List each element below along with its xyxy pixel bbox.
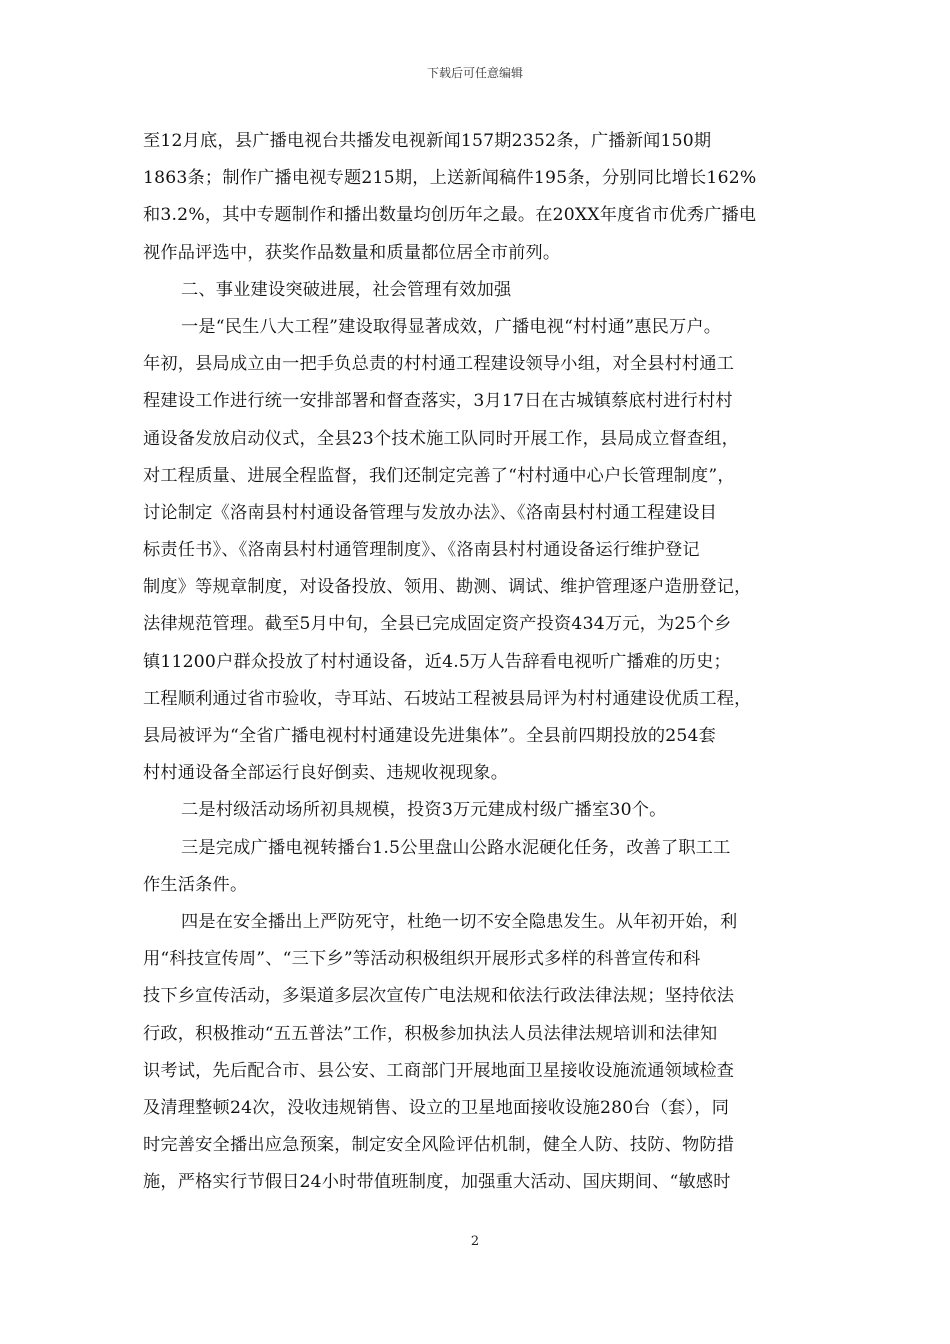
text-line: 行政，积极推动“五五普法”工作，积极参加执法人员法律法规培训和法律知 xyxy=(143,1023,718,1044)
text-line: 三是完成广播电视转播台1.5公里盘山公路水泥硬化任务，改善了职工工 xyxy=(181,837,731,858)
text-line: 技下乡宣传活动，多渠道多层次宣传广电法规和依法行政法律法规；坚持依法 xyxy=(143,986,735,1007)
section-heading: 二、事业建设突破进展，社会管理有效加强 xyxy=(181,279,512,300)
text-line: 用“科技宣传周”、“三下乡”等活动积极组织开展形式多样的科普宣传和科 xyxy=(143,949,701,970)
text-line: 对工程质量、进展全程监督，我们还制定完善了“村村通中心户长管理制度”， xyxy=(143,465,735,486)
text-line: 标责任书》、《洛南县村村通管理制度》、《洛南县村村通设备运行维护登记 xyxy=(143,540,700,561)
text-line: 施，严格实行节假日24小时带值班制度，加强重大活动、国庆期间、“敏感时 xyxy=(143,1172,731,1193)
text-line: 时完善安全播出应急预案，制定安全风险评估机制，健全人防、技防、物防措 xyxy=(143,1135,735,1156)
text-line: 制度》等规章制度，对设备投放、领用、勘测、调试、维护管理逐户造册登记， xyxy=(143,577,752,598)
page-number: 2 xyxy=(470,1234,480,1249)
text-line: 村村通设备全部运行良好倒卖、违规收视现象。 xyxy=(143,763,509,784)
text-line: 至12月底，县广播电视台共播发电视新闻157期2352条，广播新闻150期 xyxy=(143,131,712,151)
text-line: 年初，县局成立由一把手负总责的村村通工程建设领导小组，对全县村村通工 xyxy=(143,354,735,375)
page-header: 下载后可任意编辑 xyxy=(426,66,523,80)
text-line: 四是在安全播出上严防死守，杜绝一切不安全隐患发生。从年初开始，利 xyxy=(181,911,738,932)
text-line: 1863条；制作广播电视专题215期，上送新闻稿件195条，分别同比增长162% xyxy=(143,168,757,189)
text-line: 识考试，先后配合市、县公安、工商部门开展地面卫星接收设施流通领域检查 xyxy=(143,1060,735,1081)
text-line: 通设备发放启动仪式，全县23个技术施工队同时开展工作，县局成立督查组， xyxy=(143,428,740,449)
text-line: 讨论制定《洛南县村村通设备管理与发放办法》、《洛南县村村通工程建设目 xyxy=(143,502,717,523)
text-line: 程建设工作进行统一安排部署和督查落实，3月17日在古城镇蔡底村进行村村 xyxy=(143,391,733,412)
text-line: 县局被评为“全省广播电视村村通建设先进集体”。全县前四期投放的254套 xyxy=(143,726,717,746)
text-line: 视作品评选中，获奖作品数量和质量都位居全市前列。 xyxy=(143,242,561,263)
text-line: 法律规范管理。截至5月中旬，全县已完成固定资产投资434万元，为25个乡 xyxy=(143,614,732,635)
text-line: 二是村级活动场所初具规模，投资3万元建成村级广播室30个。 xyxy=(181,800,667,821)
body-text xyxy=(143,123,805,1201)
text-line: 镇11200户群众投放了村村通设备，近4.5万人告辞看电视听广播难的历史； xyxy=(143,651,731,672)
text-line: 和3.2%，其中专题制作和播出数量均创历年之最。在20XX年度省市优秀广播电 xyxy=(143,205,757,226)
text-line: 及清理整顿24次，没收违规销售、设立的卫星地面接收设施280台（套），同 xyxy=(143,1097,730,1118)
text-line: 工程顺利通过省市验收，寺耳站、石坡站工程被县局评为村村通建设优质工程， xyxy=(143,688,752,709)
text-line: 一是“民生八大工程”建设取得显著成效，广播电视“村村通”惠民万户。 xyxy=(181,316,722,337)
text-line: 作生活条件。 xyxy=(143,874,248,895)
